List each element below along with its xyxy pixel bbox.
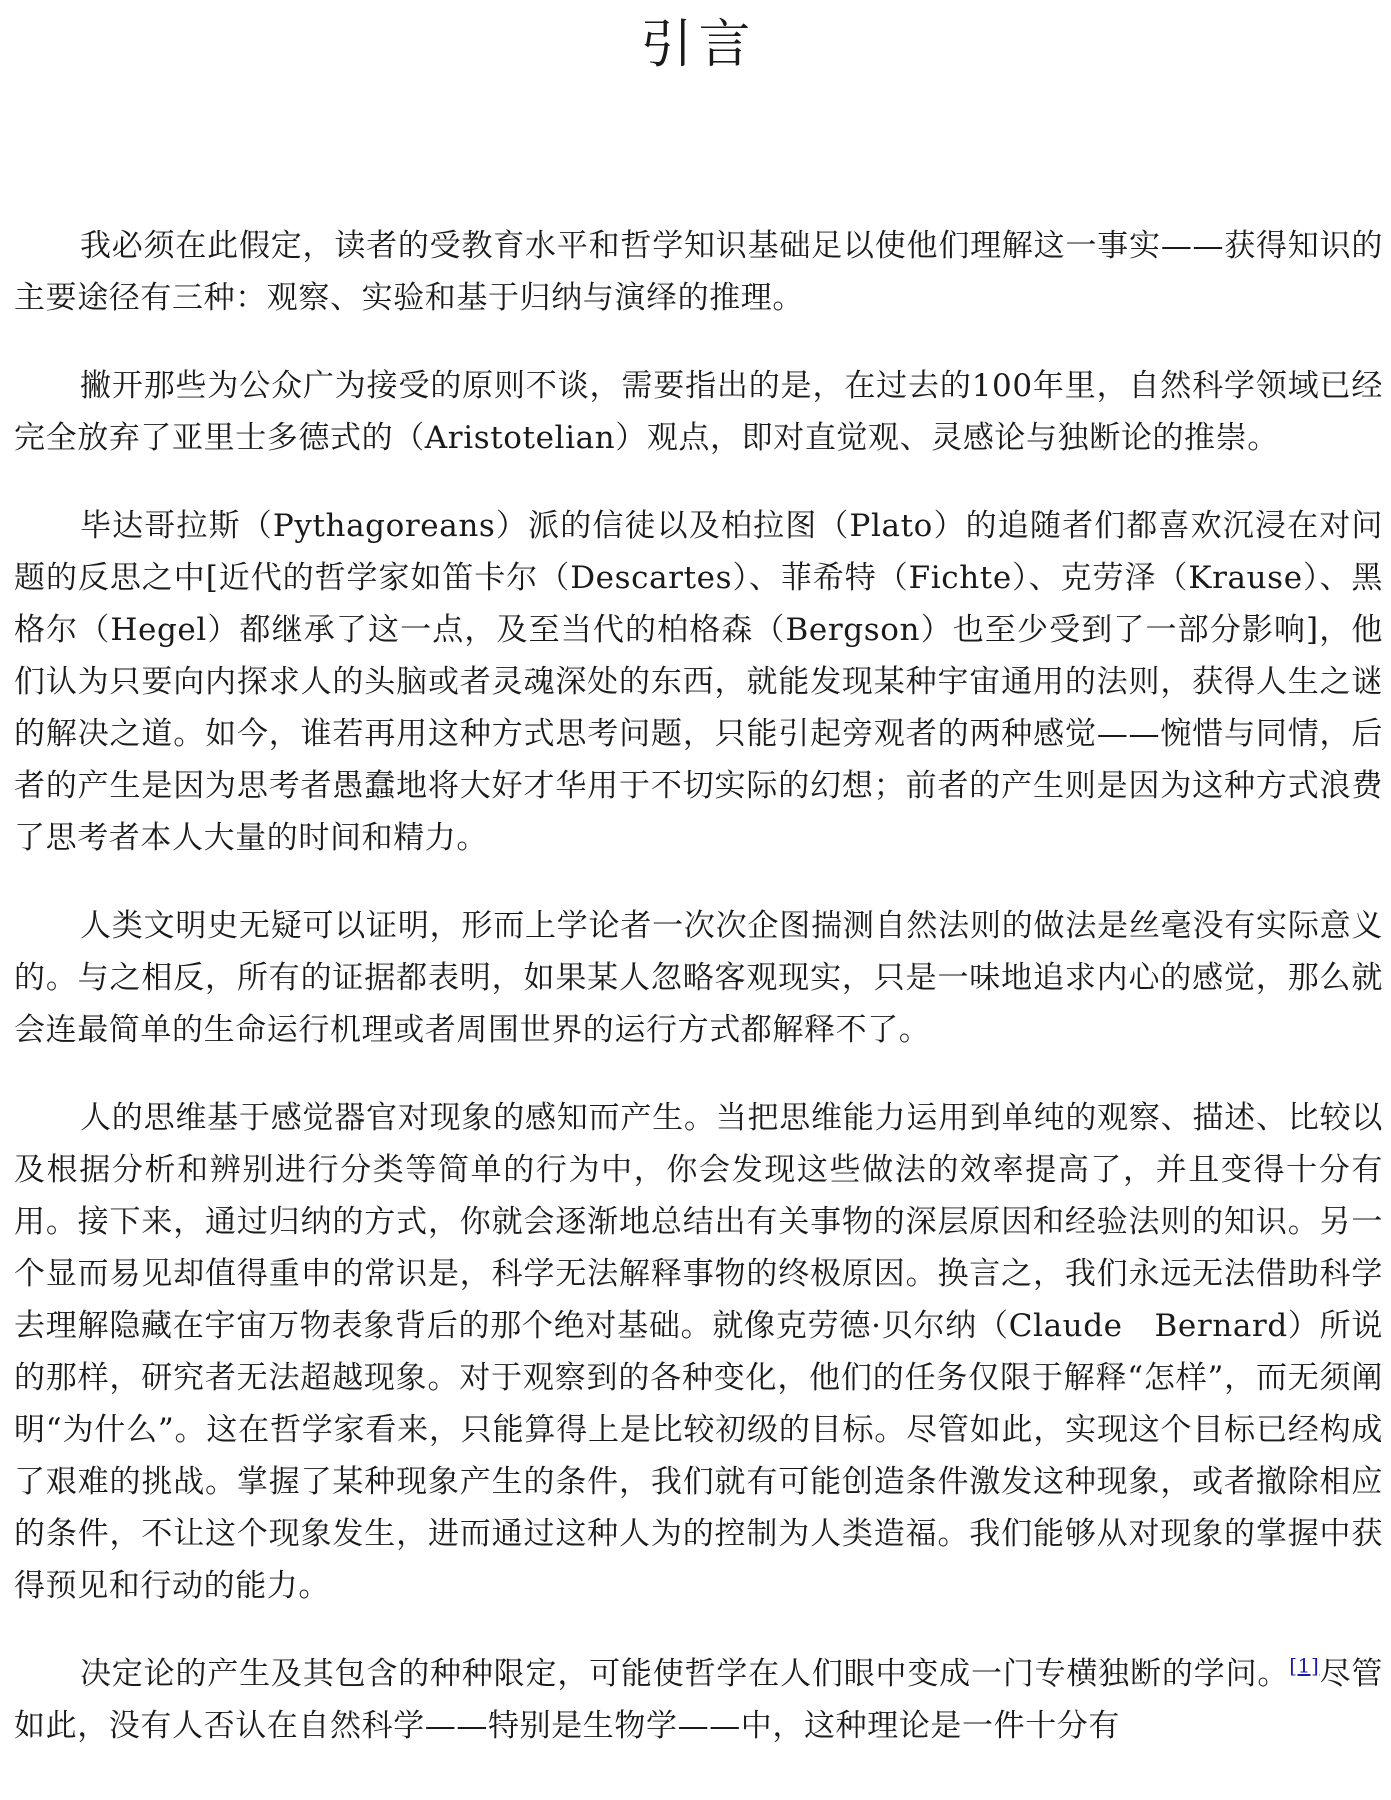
paragraph-1: 我必须在此假定，读者的受教育水平和哲学知识基础足以使他们理解这一事实——获得知识的主要途径有三种：观察、实验和基于归纳与演绎的推理。 — [14, 228, 1383, 316]
paragraph-4: 人类文明史无疑可以证明，形而上学论者一次次企图揣测自然法则的做法是丝毫没有实际意义的。与之相反，所有的证据都表明，如果某人忽略客观现实，只是一味地追求内心的感觉，那么就会连最简单的生命运行机理或者周围世界的运行方式都解释不了。 — [14, 908, 1383, 1048]
paragraph-6 — [14, 1648, 1383, 1752]
chapter-body — [14, 220, 1383, 1752]
paragraph-3: 毕达哥拉斯（Pythagoreans）派的信徒以及柏拉图（Plato）的追随者们都喜欢沉浸在对问题的反思之中[近代的哲学家如笛卡尔（Descartes）、菲希特（Fichte）、克劳泽（Krause）、黑格尔（Hegel）都继承了这一点，及至当代的柏格森（Bergson）也至少受到了一部分影响]，他们认为只要向内探求人的头脑或者灵魂深处的东西，就能发现某种宇宙通用的法则，获得人生之谜的解决之道。如今，谁若再用这种方式思考问题，只能引起旁观者的两种感觉——惋惜与同情，后者的产生是因为思考者愚蠢地将大好才华用于不切实际的幻想；前者的产生则是因为这种方式浪费了思考者本人大量的时间和精力。 — [14, 508, 1383, 856]
footnote-link[interactable]: [1] — [1289, 1653, 1320, 1678]
paragraph-6-text-before: 决定论的产生及其包含的种种限定，可能使哲学在人们眼中变成一门专横独断的学问。 — [80, 1656, 1290, 1692]
paragraph-5: 人的思维基于感觉器官对现象的感知而产生。当把思维能力运用到单纯的观察、描述、比较以及根据分析和辨别进行分类等简单的行为中，你会发现这些做法的效率提高了，并且变得十分有用。接下来，通过归纳的方式，你就会逐渐地总结出有关事物的深层原因和经验法则的知识。另一个显而易见却值得重申的常识是，科学无法解释事物的终极原因。换言之，我们永远无法借助科学去理解隐藏在宇宙万物表象背后的那个绝对基础。就像克劳德·贝尔纳（Claude Bernard）所说的那样，研究者无法超越现象。对于观察到的各种变化，他们的任务仅限于解释“怎样”，而无须阐明“为什么”。这在哲学家看来，只能算得上是比较初级的目标。尽管如此，实现这个目标已经构成了艰难的挑战。掌握了某种现象产生的条件，我们就有可能创造条件激发这种现象，或者撤除相应的条件，不让这个现象发生，进而通过这种人为的控制为人类造福。我们能够从对现象的掌握中获得预见和行动的能力。 — [14, 1100, 1383, 1604]
paragraph-2: 撇开那些为公众广为接受的原则不谈，需要指出的是，在过去的100年里，自然科学领域已经完全放弃了亚里士多德式的（Aristotelian）观点，即对直觉观、灵感论与独断论的推崇。 — [14, 368, 1383, 456]
paragraph-6-text-after: 尽管如此，没有人否认在自然科学——特别是生物学——中，这种理论是一件十分有 — [14, 1656, 1384, 1744]
chapter-title: 引言 — [640, 15, 757, 75]
